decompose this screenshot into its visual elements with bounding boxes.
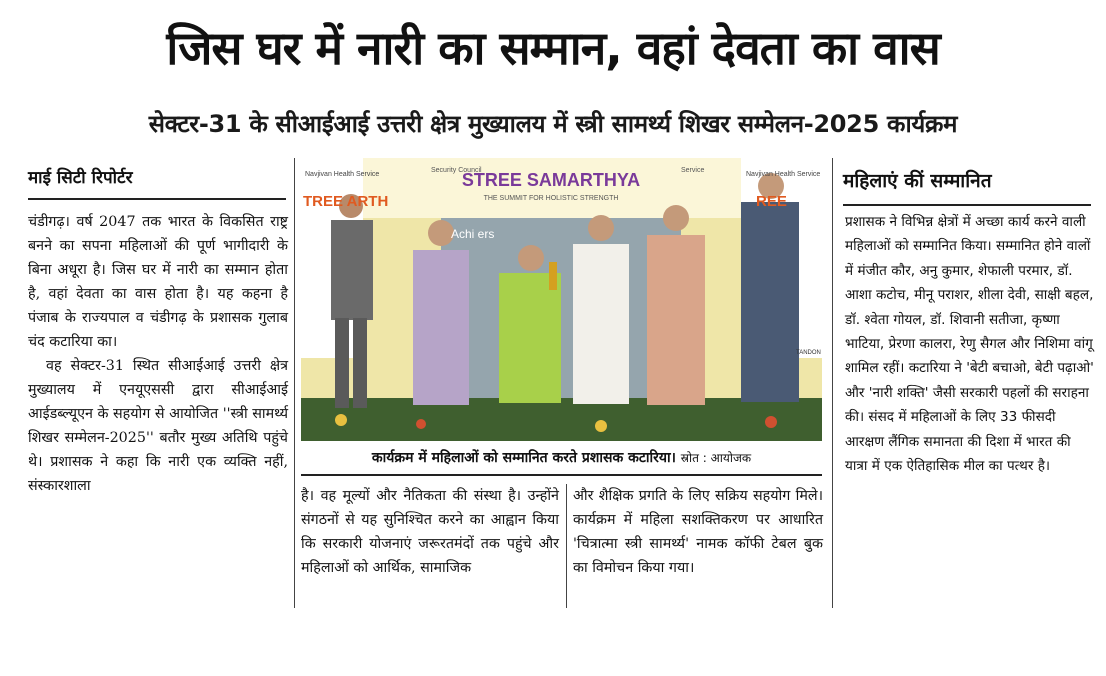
svg-text:Achi ers (451, 227, 494, 241)
sidebar-title: महिलाएं कीं सम्मानित (843, 158, 1091, 206)
mid-para-1: है। वह मूल्यों और नैतिकता की संस्था है। उन्होंने संगठनों से यह सुनिश्चित करने का आह्वान किया कि सरकारी योजनाएं जरूरतमंदों तक पहुंचे और महिलाओं को आर्थिक, सामाजिक (301, 488, 559, 576)
right-banner-small: Navjivan Health Service (746, 171, 821, 178)
corner-tag: TANDON (796, 350, 821, 356)
caption-credit: स्रोत : आयोजक (680, 451, 752, 465)
column-divider (832, 158, 833, 608)
right-banner-text: REE (756, 193, 787, 210)
banner-subtitle: THE SUMMIT FOR HOLISTIC STRENGTH (483, 195, 619, 202)
caption-text: कार्यक्रम में महिलाओं को सम्मानित करते प्रशासक कटारिया। (371, 450, 676, 466)
banner-title: STREE SAMARTHYA (461, 170, 641, 190)
person-figure (647, 205, 705, 405)
left-column (28, 210, 288, 498)
middle-column-2 (573, 484, 823, 580)
sidebar-column (845, 210, 1095, 478)
svg-text:THE SUMMIT FOR HOLISTIC STRENG (484, 195, 619, 202)
column-divider (566, 484, 567, 608)
svg-text:Service (681, 167, 704, 174)
column-divider (294, 158, 295, 608)
left-para-1: चंडीगढ़। वर्ष 2047 तक भारत के विकसित राष्ट्र बनने का सपना महिलाओं की पूर्ण भागीदारी के बिना अधूरा है। जिस घर में नारी का सम्मान होता है, वहां देवता का वास होता है। यह कहना है पंजाब के राज्यपाल व चंडीगढ़ के प्रशासक गुलाब चंद कटारिया का। (28, 214, 288, 350)
svg-text:Navjivan Health Service (746, 171, 820, 178)
photo-caption (301, 442, 822, 476)
svg-text:TANDON (796, 350, 821, 356)
left-banner-small: Navjivan Health Service (305, 171, 380, 178)
svg-text:STREE SAMARTHYA (462, 170, 640, 190)
middle-column-1 (301, 484, 559, 580)
byline: माई सिटी रिपोर्टर (28, 158, 286, 200)
event-photo (301, 158, 822, 441)
svg-text:Security Council (431, 167, 482, 174)
service-text: Service (681, 167, 705, 174)
backdrop-text: Achi ers (451, 227, 495, 241)
svg-text:Navjivan Health Service (305, 171, 379, 178)
subheadline: सेक्टर-31 के सीआईआई उत्तरी क्षेत्र मुख्यालय में स्त्री सामर्थ्य शिखर सम्मेलन-2025 कार्यक्रम (148, 110, 958, 138)
council-text: Security Council (431, 167, 482, 174)
headline: जिस घर में नारी का सम्मान, वहां देवता का वास (166, 21, 940, 75)
left-banner-text: TREE ARTH (303, 193, 389, 210)
svg-text:REE (756, 193, 787, 210)
mid-para-2: और शैक्षिक प्रगति के लिए सक्रिय सहयोग मिले। कार्यक्रम में महिला सशक्तिकरण पर आधारित 'चित्रात्मा स्त्री सामर्थ्य' नामक कॉफी टेबल बुक का विमोचन किया गया। (573, 488, 823, 576)
svg-text:TREE ARTH (303, 193, 388, 210)
left-para-2: वह सेक्टर-31 स्थित सीआईआई उत्तरी क्षेत्र मुख्यालय में एनयूएससी द्वारा सीआईआई आईडब्ल्यूएन के सहयोग से आयोजित ''स्त्री सामर्थ्य शिखर सम्मेलन-2025'' बतौर मुख्य अतिथि पहुंचे थे। प्रशासक ने कहा कि नारी एक व्यक्ति नहीं, संस्कारशाला (28, 358, 288, 494)
sidebar-text: प्रशासक ने विभिन्न क्षेत्रों में अच्छा कार्य करने वाली महिलाओं को सम्मानित किया। सम्मानित होने वालों में मंजीत कौर, अनु कुमार, शेफाली परमार, डॉ. आशा कटोच, मीनू पराशर, शीला देवी, साक्षी बहल, डॉ. श्वेता गोयल, डॉ. शिवानी सतीजा, कृष्णा भाटिया, प्रेरणा कालरा, रेणु सैगल और निशिमा वांगू शामिल रहीं। कटारिया ने 'बेटी बचाओ, बेटी पढ़ाओ' और 'नारी शक्ति' जैसी सरकारी पहलों की सराहना की। संसद में महिलाओं के लिए 33 फीसदी आरक्षण लैंगिक समानता की दिशा में भारत की यात्रा में एक ऐतिहासिक मील का पत्थर है। (845, 214, 1094, 475)
